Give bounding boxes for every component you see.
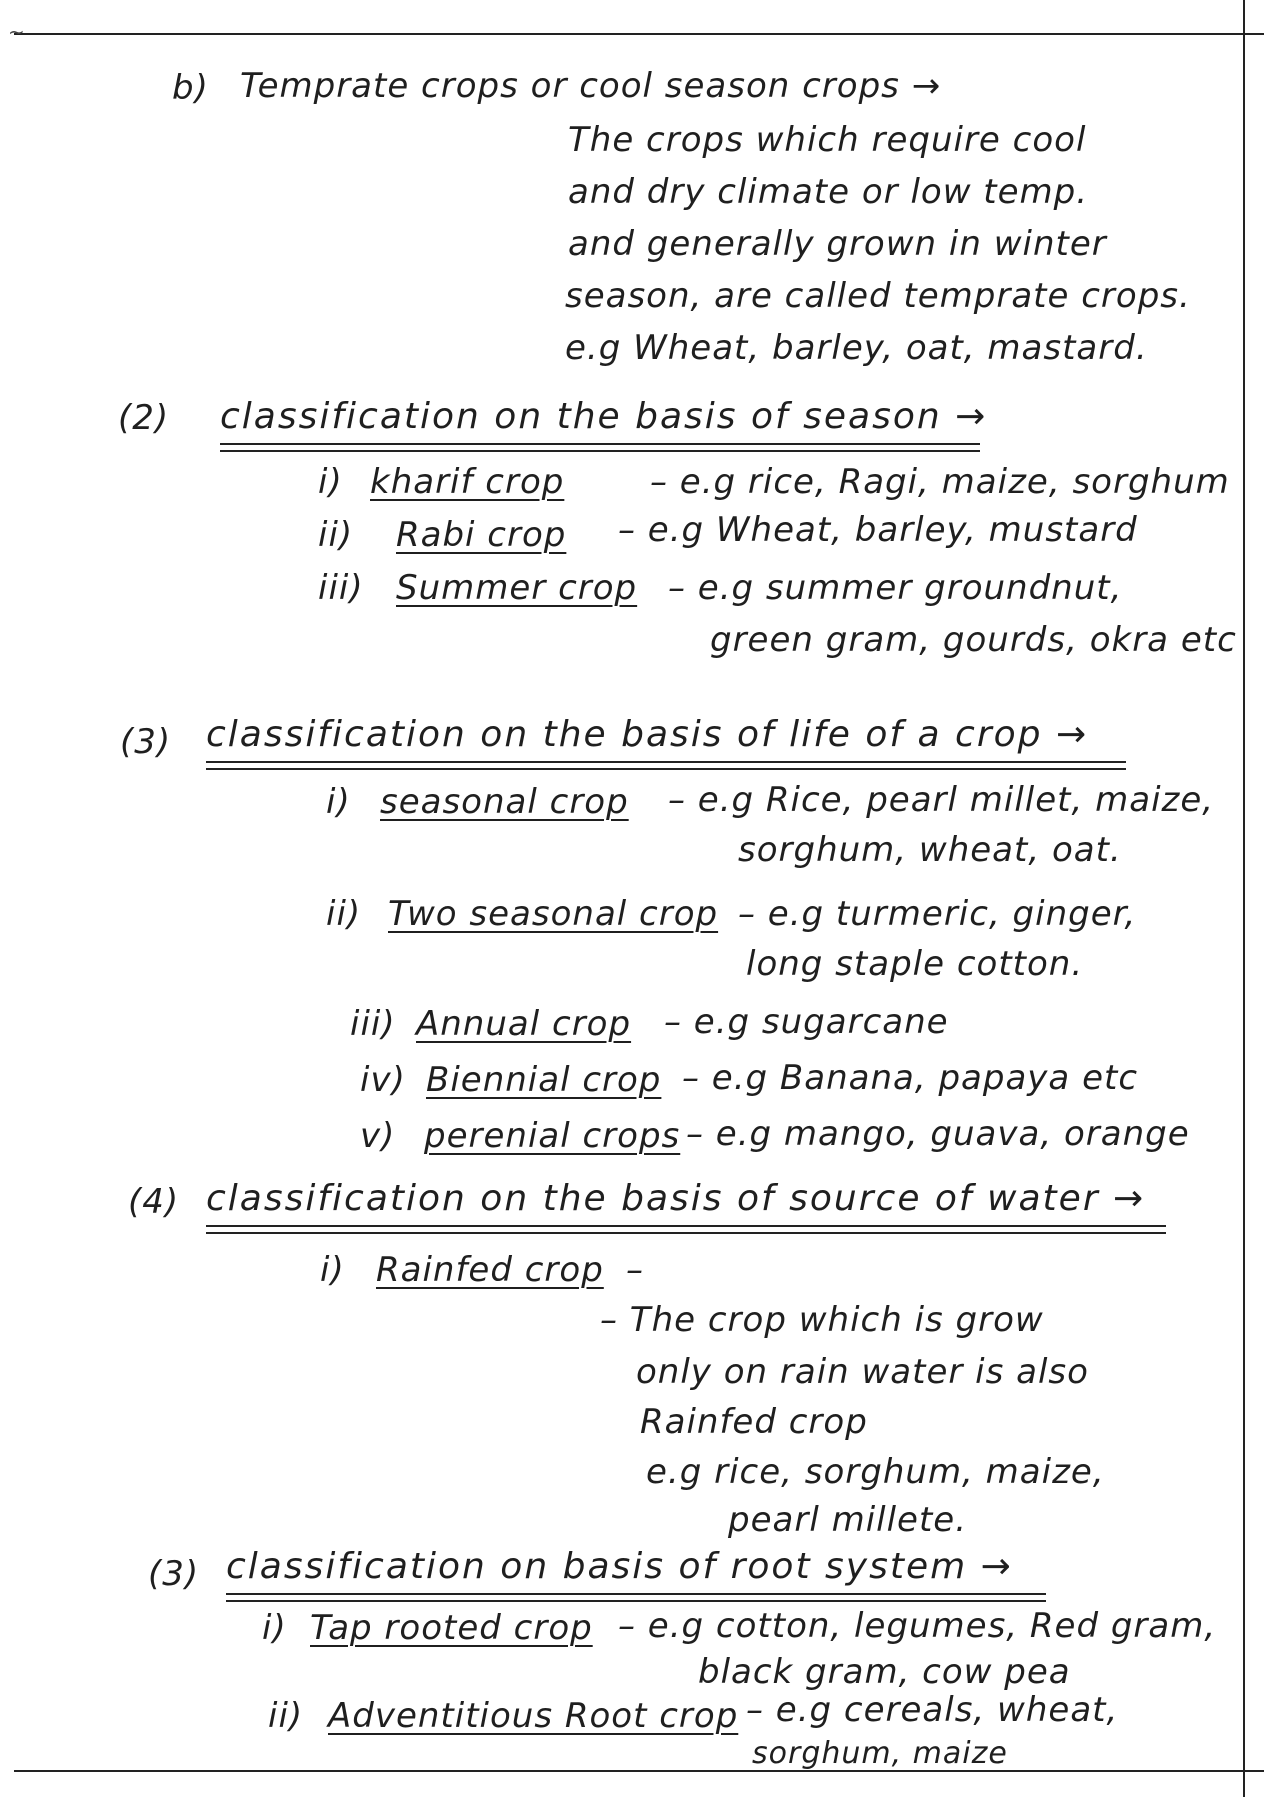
water-item-line: Rainfed crop (640, 1402, 868, 1442)
section-b-line: and dry climate or low temp. (568, 172, 1089, 212)
life-item-examples: – e.g turmeric, ginger, (738, 894, 1137, 934)
section-b-title: Temprate crops or cool season crops → (240, 66, 942, 106)
section-3-number: (3) (120, 722, 172, 762)
corner-mark: ~ (8, 20, 25, 44)
section-3-heading: classification on the basis of life of a crop → (206, 714, 1126, 763)
life-item-continuation: sorghum, wheat, oat. (738, 830, 1122, 870)
water-item-dash: – (626, 1250, 644, 1290)
life-item-roman: iii) (350, 1004, 396, 1044)
life-item-examples: – e.g mango, guava, orange (686, 1114, 1190, 1154)
life-item-roman: v) (360, 1116, 396, 1156)
life-item-roman: i) (326, 782, 351, 822)
season-item-examples: – e.g summer groundnut, (668, 568, 1123, 608)
section-5-heading: classification on basis of root system → (226, 1546, 1046, 1595)
life-item-roman: iv) (360, 1060, 406, 1100)
section-5-number: (3) (148, 1554, 200, 1594)
section-b-line: and generally grown in winter (568, 224, 1107, 264)
section-b-line: e.g Wheat, barley, oat, mastard. (565, 328, 1148, 368)
season-item-roman: iii) (318, 568, 364, 608)
root-item-continuation: black gram, cow pea (698, 1652, 1071, 1692)
top-rule (14, 33, 1264, 35)
root-item-name: Tap rooted crop (310, 1608, 593, 1648)
water-item-line: pearl millete. (728, 1500, 968, 1540)
life-item-name: Two seasonal crop (388, 894, 719, 934)
season-item-roman: i) (318, 462, 343, 502)
life-item-name: Annual crop (416, 1004, 632, 1044)
season-item-examples: – e.g Wheat, barley, mustard (618, 510, 1138, 550)
root-item-name: Adventitious Root crop (328, 1696, 739, 1736)
water-item-line: only on rain water is also (636, 1352, 1089, 1392)
season-item-continuation: green gram, gourds, okra etc (710, 620, 1237, 660)
season-item-name: Rabi crop (396, 515, 567, 555)
life-item-name: perenial crops (424, 1116, 681, 1156)
root-item-continuation: sorghum, maize (752, 1736, 1008, 1771)
life-item-roman: ii) (326, 894, 362, 934)
life-item-examples: – e.g Rice, pearl millet, maize, (668, 780, 1215, 820)
season-item-roman: ii) (318, 515, 354, 555)
water-item-name: Rainfed crop (376, 1250, 604, 1290)
section-4-heading: classification on the basis of source of water → (206, 1178, 1166, 1227)
bottom-rule (14, 1770, 1264, 1772)
season-item-name: kharif crop (370, 462, 565, 502)
section-4-number: (4) (128, 1182, 180, 1222)
root-item-roman: ii) (268, 1696, 304, 1736)
life-item-name: Biennial crop (426, 1060, 662, 1100)
season-item-examples: – e.g rice, Ragi, maize, sorghum (650, 462, 1230, 502)
water-item-roman: i) (320, 1250, 345, 1290)
season-item-name: Summer crop (396, 568, 638, 608)
section-b-line: The crops which require cool (568, 120, 1087, 160)
section-b-line: season, are called temprate crops. (565, 276, 1191, 316)
life-item-examples: – e.g Banana, papaya etc (682, 1058, 1139, 1098)
right-margin-rule (1243, 0, 1245, 1797)
section-2-number: (2) (118, 398, 170, 438)
root-item-examples: – e.g cotton, legumes, Red gram, (618, 1606, 1217, 1646)
root-item-roman: i) (262, 1608, 287, 1648)
life-item-examples: – e.g sugarcane (664, 1002, 949, 1042)
water-item-line: – The crop which is grow (600, 1300, 1044, 1340)
life-item-continuation: long staple cotton. (746, 944, 1084, 984)
root-item-examples: – e.g cereals, wheat, (746, 1690, 1119, 1730)
life-item-name: seasonal crop (380, 782, 629, 822)
section-2-heading: classification on the basis of season → (220, 396, 980, 445)
water-item-line: e.g rice, sorghum, maize, (646, 1452, 1105, 1492)
section-b-label: b) (172, 68, 209, 108)
